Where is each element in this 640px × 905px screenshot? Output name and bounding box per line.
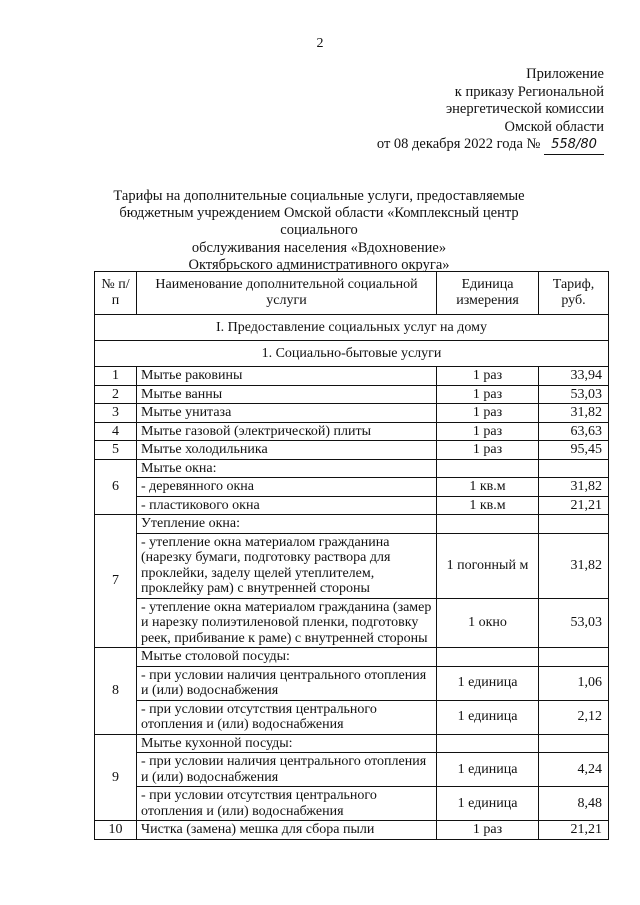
row-tariff: 21,21 — [539, 496, 609, 515]
row-name: - при условии отсутствия центрального отопления и (или) водоснабжения — [137, 787, 437, 821]
table-row — [95, 753, 609, 787]
row-num: 6 — [95, 459, 137, 515]
row-unit: 1 кв.м — [437, 496, 539, 515]
row-tariff: 31,82 — [539, 533, 609, 598]
row-name: - при условии наличия центрального отопления и (или) водоснабжения — [137, 666, 437, 700]
row-name: Чистка (замена) мешка для сбора пыли — [137, 821, 437, 840]
row-unit: 1 единица — [437, 666, 539, 700]
row-tariff-empty — [539, 648, 609, 667]
subsection-title: 1. Социально-бытовые услуги — [95, 341, 609, 367]
row-tariff: 53,03 — [539, 385, 609, 404]
row-unit: 1 раз — [437, 441, 539, 460]
table-row — [95, 787, 609, 821]
row-tariff-empty — [539, 459, 609, 478]
appendix-line: к приказу Региональной — [454, 83, 604, 100]
row-unit-empty — [437, 459, 539, 478]
row-tariff-empty — [539, 515, 609, 534]
appendix-date: от 08 декабря 2022 года № — [376, 136, 541, 152]
row-num: 10 — [95, 821, 137, 840]
page-number: 2 — [316, 36, 324, 51]
row-tariff: 4,24 — [539, 753, 609, 787]
row-unit: 1 раз — [437, 821, 539, 840]
title-line: обслуживания населения «Вдохновение» — [191, 239, 447, 256]
row-name: - утепление окна материалом гражданина (замер и нарезку полиэтиленовой пленки, подготовку реек, прибивание к раме) с внутренней стороны — [137, 598, 437, 648]
table-row — [95, 700, 609, 734]
appendix-line: Приложение — [526, 66, 604, 82]
row-tariff: 31,82 — [539, 478, 609, 497]
row-unit: 1 кв.м — [437, 478, 539, 497]
row-num: 1 — [95, 367, 137, 386]
row-group-name: Мытье кухонной посуды: — [137, 734, 437, 753]
row-tariff: 2,12 — [539, 700, 609, 734]
table-row — [95, 422, 609, 441]
appendix-line: Омской области — [504, 118, 604, 135]
row-unit: 1 единица — [437, 753, 539, 787]
row-name: Мытье ванны — [137, 385, 437, 404]
row-tariff: 8,48 — [539, 787, 609, 821]
row-unit: 1 раз — [437, 367, 539, 386]
row-unit-empty — [437, 734, 539, 753]
row-tariff: 63,63 — [539, 422, 609, 441]
table-row — [95, 533, 609, 598]
row-num: 2 — [95, 385, 137, 404]
row-num: 8 — [95, 648, 137, 735]
table-row — [95, 441, 609, 460]
row-name: - при условии отсутствия центрального отопления и (или) водоснабжения — [137, 700, 437, 734]
title-line: Октябрьского административного округа» — [188, 256, 450, 273]
row-group-name: Мытье окна: — [137, 459, 437, 478]
row-tariff: 53,03 — [539, 598, 609, 648]
header-num: № п/п — [95, 272, 137, 315]
tariff-table — [94, 271, 609, 840]
section-row — [95, 315, 609, 341]
row-unit-empty — [437, 515, 539, 534]
row-tariff: 21,21 — [539, 821, 609, 840]
table-row — [95, 459, 609, 478]
appendix-block — [377, 66, 604, 155]
header-name: Наименование дополнительной социальной услуги — [137, 272, 437, 315]
table-row — [95, 821, 609, 840]
section-title: I. Предоставление социальных услуг на дому — [95, 315, 609, 341]
row-tariff: 31,82 — [539, 404, 609, 423]
subsection-row — [95, 341, 609, 367]
table-row — [95, 367, 609, 386]
table-header-row — [95, 272, 609, 315]
row-name: Мытье холодильника — [137, 441, 437, 460]
row-tariff: 1,06 — [539, 666, 609, 700]
row-unit: 1 погонный м — [437, 533, 539, 598]
row-unit-empty — [437, 648, 539, 667]
header-tariff: Тариф, руб. — [539, 272, 609, 315]
table-row — [95, 598, 609, 648]
appendix-line: энергетической комиссии — [445, 101, 604, 117]
row-num: 3 — [95, 404, 137, 423]
row-unit: 1 окно — [437, 598, 539, 648]
row-name: - утепление окна материалом гражданина (нарезку бумаги, подготовку раствора для проклейки, заделу щелей утеплителем, проклейку рам) с внутренней стороны — [137, 533, 437, 598]
table-row — [95, 734, 609, 753]
row-name: Мытье газовой (электрической) плиты — [137, 422, 437, 441]
table-row — [95, 385, 609, 404]
row-tariff: 33,94 — [539, 367, 609, 386]
row-tariff: 95,45 — [539, 441, 609, 460]
row-group-name: Мытье столовой посуды: — [137, 648, 437, 667]
row-unit: 1 раз — [437, 422, 539, 441]
row-unit: 1 раз — [437, 385, 539, 404]
table-row — [95, 648, 609, 667]
row-group-name: Утепление окна: — [137, 515, 437, 534]
row-num: 7 — [95, 515, 137, 648]
row-unit: 1 единица — [437, 787, 539, 821]
table-row — [95, 666, 609, 700]
row-unit: 1 единица — [437, 700, 539, 734]
table-row — [95, 478, 609, 497]
row-num: 4 — [95, 422, 137, 441]
order-number: 558/80 — [544, 136, 604, 155]
row-unit: 1 раз — [437, 404, 539, 423]
row-name: - при условии наличия центрального отопления и (или) водоснабжения — [137, 753, 437, 787]
row-num: 5 — [95, 441, 137, 460]
document-title — [80, 188, 558, 274]
header-unit: Единица измерения — [437, 272, 539, 315]
title-line: Тарифы на дополнительные социальные услуги, предоставляемые — [113, 188, 525, 204]
table-row — [95, 496, 609, 515]
row-name: - деревянного окна — [137, 478, 437, 497]
row-num: 9 — [95, 734, 137, 821]
row-name: - пластикового окна — [137, 496, 437, 515]
row-name: Мытье раковины — [137, 367, 437, 386]
table-row — [95, 404, 609, 423]
row-tariff-empty — [539, 734, 609, 753]
table-row — [95, 515, 609, 534]
title-line: бюджетным учреждением Омской области «Комплексный центр социального — [119, 205, 519, 239]
row-name: Мытье унитаза — [137, 404, 437, 423]
appendix-date-line — [377, 136, 604, 155]
